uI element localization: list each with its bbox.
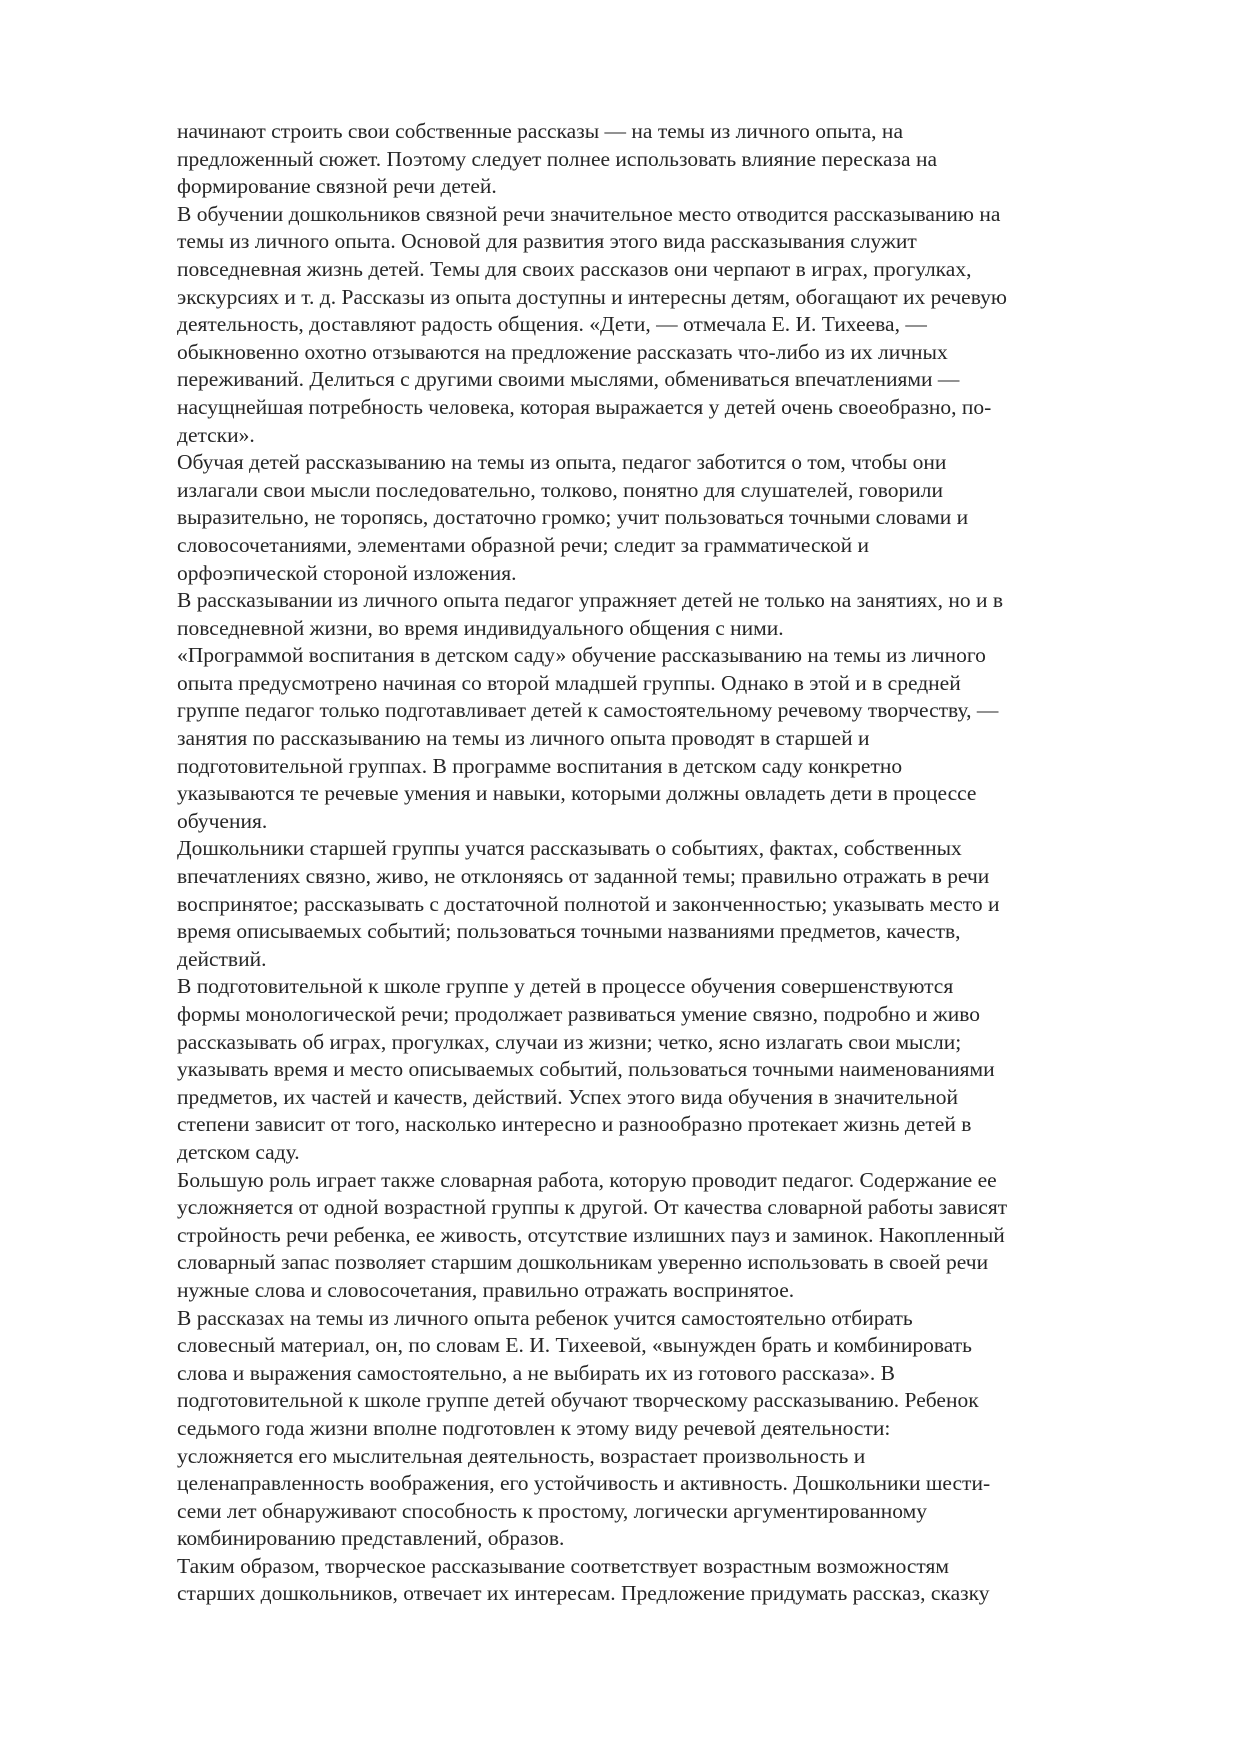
paragraph-personal-experience-storytelling: В обучении дошкольников связной речи значительное место отводится рассказыванию на темы из личного опыта. Основой для развития этого вида рассказывания служит повседневная жизнь детей. Темы для своих рассказов они черпают в играх, прогулках, экскурсиях и т. д. Рассказы из опыта доступны и интересны детям, обогащают их речевую деятельность, доставляют радость общения. «Дети, — отмечала Е. И. Тихеева, — обыкновенно охотно отзываются на предложение рассказать что-либо из их личных переживаний. Делиться с другими своими мыслями, обмениваться впечатлениями — насущнейшая потребность человека, которая выражается у детей очень своеобразно, по- детски».	[177, 201, 1007, 447]
paragraph-teacher-goals: Обучая детей рассказыванию на темы из опыта, педагог заботится о том, чтобы они излагали свои мысли последовательно, толково, понятно для слушателей, говорили выразительно, не торопясь, достаточно громко; учит пользоваться точными словами и словосочетаниями, элементами образной речи; следит за грамматической и орфоэпической стороной изложения.	[177, 450, 969, 585]
paragraph-creative-storytelling: В рассказах на темы из личного опыта ребенок учится самостоятельно отбирать словесный материал, он, по словам Е. И. Тихеевой, «вынужден брать и комбинировать слова и выражения самостоятельно, а не выбирать их из готового рассказа». В подготовительной к школе группе детей обучают творческому рассказыванию. Ребенок седьмого года жизни вполне подготовлен к этому виду речевой деятельности: усложняется его мыслительная деятельность, возрастает произвольность и целенаправленность воображения, его устойчивость и активность. Дошкольники шести- семи лет обнаруживают способность к простому, логически аргументированному комбинированию представлений, образов.	[177, 1305, 991, 1551]
paragraph-vocabulary-work: Большую роль играет также словарная работа, которую проводит педагог. Содержание ее усложняется от одной возрастной группы к другой. От качества словарной работы зависят стройность речи ребенка, ее живость, отсутствие излишних пауз и заминок. Накопленный словарный запас позволяет старшим дошкольникам уверенно использовать в своей речи нужные слова и словосочетания, правильно отражать воспринятое.	[177, 1167, 1008, 1302]
paragraph-program-requirements: «Программой воспитания в детском саду» обучение рассказыванию на темы из личного опыта предусмотрено начиная со второй младшей группы. Однако в этой и в средней группе педагог только подготавливает детей к самостоятельному речевому творчеству, — занятия по рассказыванию на темы из личного опыта проводят в старшей и подготовительной группах. В программе воспитания в детском саду конкретно указываются те речевые умения и навыки, которыми должны овладеть дети в процессе обучения.	[177, 643, 999, 833]
paragraph-senior-group-skills: Дошкольники старшей группы учатся рассказывать о событиях, фактах, собственных впечатлениях связно, живо, не отклоняясь от заданной темы; правильно отражать в речи воспринятое; рассказывать с достаточной полнотой и законченностью; указывать место и время описываемых событий; пользоваться точными названиями предметов, качеств, действий.	[177, 836, 1000, 971]
paragraph-everyday-practice: В рассказывании из личного опыта педагог упражняет детей не только на занятиях, но и в повседневной жизни, во время индивидуального общения с ними.	[177, 588, 1004, 640]
paragraph-conclusion: Таким образом, творческое рассказывание соответствует возрастным возможностям старших дошкольников, отвечает их интересам. Предложение придумать рассказ, сказку	[177, 1553, 990, 1606]
paragraph-preparatory-group-skills: В подготовительной к школе группе у детей в процессе обучения совершенствуются формы монологической речи; продолжает развиваться умение связно, подробно и живо рассказывать об играх, прогулках, случаи из жизни; четко, ясно излагать свои мысли; указывать время и место описываемых событий, пользоваться точными наименованиями предметов, их частей и качеств, действий. Успех этого вида обучения в значительной степени зависит от того, насколько интересно и разнообразно протекает жизнь детей в детском саду.	[177, 974, 995, 1164]
document-text-body	[177, 118, 1137, 1608]
paragraph-retelling-conclusion: начинают строить свои собственные рассказы — на темы из личного опыта, на предложенный сюжет. Поэтому следует полнее использовать влияние пересказа на формирование связной речи детей.	[177, 119, 937, 199]
